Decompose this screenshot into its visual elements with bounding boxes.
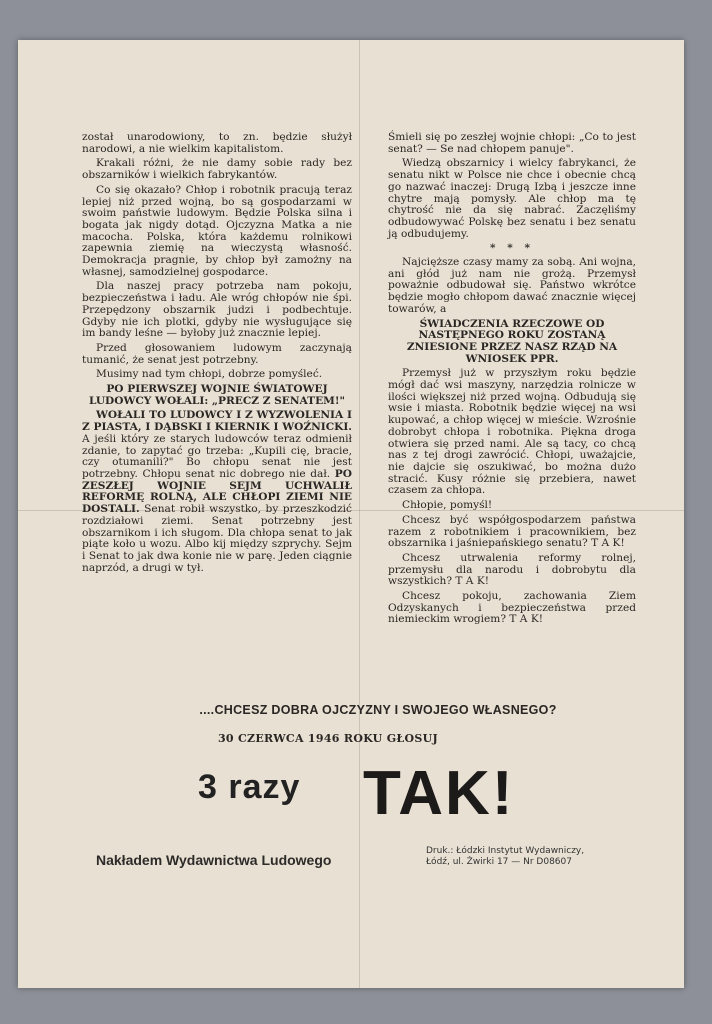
three-times-label: 3 razy [198,768,301,806]
left-heading-precz-z-senatem: PO PIERWSZEJ WOJNIE ŚWIATOWEJ LUDOWCY WOŁALI: „PRECZ Z SENATEM!" [88,383,346,407]
publisher-credit: Nakładem Wydawnictwa Ludowego [96,852,332,868]
right-paragraph-8: Chcesz pokoju, zachowania Ziem Odzyskanych i bezpieczeństwa przed niemieckim wrogiem? T A K! [388,590,636,626]
vertical-fold-line [359,40,360,988]
left-paragraph-6: Musimy nad tym chłopi, dobrze pomyśleć. [96,368,323,381]
left-paragraph-1: został unarodowiony, to zn. będzie służył narodowi, a nie wielkim kapitalistom. [82,131,352,155]
right-paragraph-5: Chłopie, pomyśl! [402,499,493,512]
left-paragraph-7-end: Senat robił wszystko, by przeszkodzić rozdziałowi ziemi. Senat potrzebny jest obszarnikom i ich sługom. Dla chłopa senat to jak piąte koło u wozu. Albo kij między szprychy. Sejm i Senat to jak dwa konie nie w parę. Jeden ciągnie naprzód, a drugi w tył. [82,503,352,574]
section-separator-stars: * * * [490,242,534,255]
right-paragraph-2: Wiedzą obszarnicy i wielcy fabrykanci, że senatu nikt w Polsce nie chce i obecnie chcą go nazwać inaczej: Drugą Izbą i jeszcze inne chytre mają pomysły. Ale chłop ma tę chytrość nie da się nabrać. Zaczęliśmy odbudowywać Polskę bez senatu i bez senatu ją odbudujemy. [388,157,636,240]
tak-slogan: TAK! [363,759,515,828]
right-paragraph-7: Chcesz utrwalenia reformy rolnej, przemysłu dla narodu i dobrobytu dla wszystkich? T A K! [388,551,636,588]
left-paragraph-5: Przed głosowaniem ludowym zaczynają tumanić, że senat jest potrzebny. [82,341,352,366]
closing-question: ....CHCESZ DOBRA OJCZYZNY I SWOJEGO WŁASNEGO? [199,703,557,717]
right-heading-swiadczenia: ŚWIADCZENIA RZECZOWE OD NASTĘPNEGO ROKU ZOSTANĄ ZNIESIONE PRZEZ NASZ RZĄD NA WNIOSEK PPR. [406,317,618,365]
left-paragraph-4: Dla naszej pracy potrzeba nam pokoju, bezpieczeństwa i ładu. Ale wróg chłopów nie śpi. Przepędzony obszarnik judzi i podbechtuje. Gdyby nie ich plotki, gdyby nie wysługujące się im bandy leśne — byłoby już znacznie lepiej. [82,280,352,340]
left-paragraph-3: Co się okazało? Chłop i robotnik pracują teraz lepiej niż przed wojną, bo są gospodarzami w swoim państwie ludowym. Będzie Polska silna i bogata jak nigdy dotąd. Ojczyzna Matka a nie macocha. Polska, która każdemu rolnikowi zapewnia ziemię na wieczystą własność. Demokracja pragnie, by chłop był zamożny na własnej, samodzielnej gospodarce. [82,183,352,278]
ludowcy-names-bold: WOŁALI TO LUDOWCY I Z WYZWOLENIA I Z PIASTA, I DĄBSKI I KIERNIK I WOŹNICKI. [82,409,352,434]
printer-line-2: Łódź, ul. Żwirki 17 — Nr D08607 [426,857,572,867]
printer-line-1: Druk.: Łódzki Instytut Wydawniczy, [426,846,585,856]
left-paragraph-7 [82,410,352,574]
right-column [388,132,636,629]
right-paragraph-4: Przemysł już w przyszłym roku będzie mógł dać wsi maszyny, narzędzia rolnicze w ilości większej niż przed wojną. Odbudują się wsie i miasta. Robotnik będzie więcej na wsi kupować, a chłop więcej w mieście. Wzrośnie dobrobyt chłopa i robotnika. Piękna droga otwiera się przed nami. Ale są tacy, co chcą nas z tej drogi zawrócić. Chłopi, uważajcie, nie dajcie się oszukiwać, bo można dużo stracić. Kusy różnie się przebiera, nawet czasem za chłopa. [388,367,636,497]
right-paragraph-1: Śmieli się po zeszłej wojnie chłopi: „Co to jest senat? — Se nad chłopem panuje". [388,131,636,155]
printer-credit [426,846,616,868]
right-paragraph-6: Chcesz być współgospodarzem państwa razem z robotnikiem i pracownikiem, bez obszarnika i jaśniepańskiego senatu? T A K! [388,513,636,550]
leaflet-paper [18,40,684,988]
right-paragraph-3: Najcięższe czasy mamy za sobą. Ani wojna, ani głód już nam nie grożą. Przemysł poważnie odbudował się. Państwo wkrótce będzie mogło chłopom dawać znacznie więcej towarów, a [388,256,636,315]
left-paragraph-7-text: A jeśli który ze starych ludowców teraz odmienił zdanie, to zapytać go trzeba: „Kupili cię, bracie, czy otumanili?" Bo chłopu senat nie jest potrzebny. Chłopu senat nic dobrego nie dał. [82,432,352,480]
vote-date: 30 CZERWCA 1946 ROKU GŁOSUJ [217,732,439,745]
reform-bold: PO ZESZŁEJ WOJNIE SEJM UCHWALIŁ REFORMĘ ROLNĄ, ALE CHŁOPI ZIEMI NIE DOSTALI. [82,467,352,516]
left-paragraph-2: Krakali różni, że nie damy sobie rady bez obszarników i wielkich fabrykantów. [82,157,352,182]
left-column [82,132,352,577]
